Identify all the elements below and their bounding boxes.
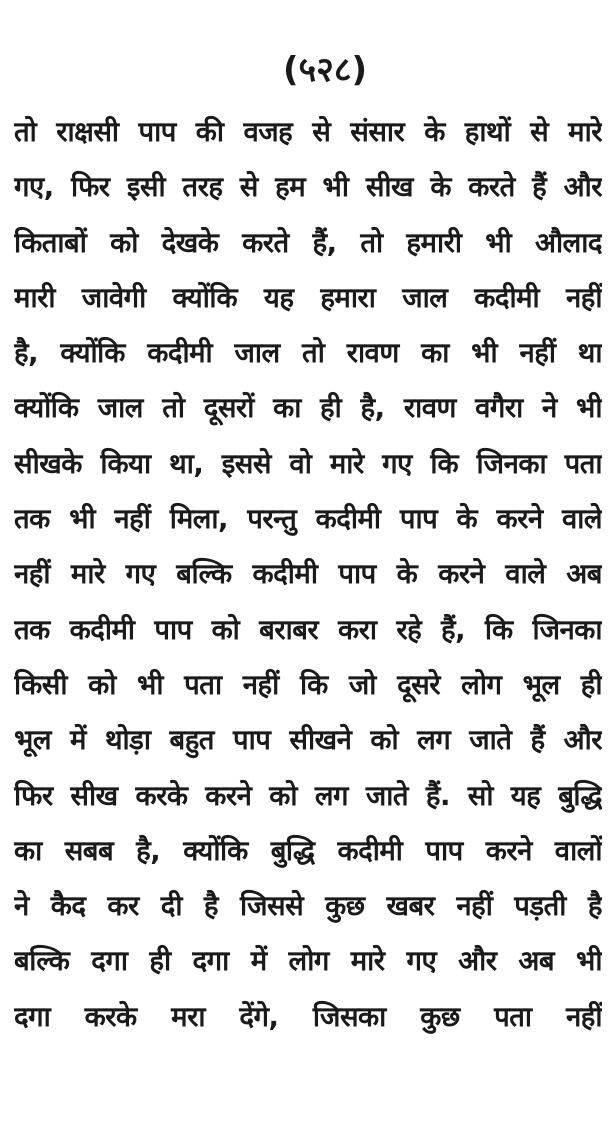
text-line: गए, फिर इसी तरह से हम भी सीख के करते हैं और — [14, 171, 602, 204]
text-line: फिर सीख करके करने को लग जाते हैं. सो यह बुद्धि — [14, 779, 602, 812]
text-line: किसी को भी पता नहीं कि जो दूसरे लोग भूल ही — [14, 668, 602, 701]
page-number: (५२८) — [282, 50, 368, 90]
text-line: मारी जावेगी क्योंकि यह हमारा जाल कदीमी नहीं — [14, 281, 602, 314]
text-line: तक भी नहीं मिला, परन्तु कदीमी पाप के करने वाले — [14, 503, 602, 536]
text-line: बल्कि दगा ही दगा में लोग मारे गए और अब भी — [14, 945, 602, 978]
body-text — [14, 105, 602, 1045]
text-line: तक कदीमी पाप को बराबर करा रहे हैं, कि जिनका — [14, 613, 602, 646]
text-line: का सबब है, क्योंकि बुद्धि कदीमी पाप करने वालों — [14, 834, 602, 867]
text-line: क्योंकि जाल तो दूसरों का ही है, रावण वगैरा ने भी — [14, 392, 602, 425]
text-line: किताबों को देखके करते हैं, तो हमारी भी औलाद — [14, 226, 602, 259]
text-line: दगा करके मरा देंगे, जिसका कुछ पता नहीं — [14, 1000, 602, 1033]
text-line: सीखके किया था, इससे वो मारे गए कि जिनका पता — [14, 447, 602, 480]
text-line: तो राक्षसी पाप की वजह से संसार के हाथों से मारे — [14, 116, 602, 148]
text-line: नहीं मारे गए बल्कि कदीमी पाप के करने वाले अब — [14, 558, 602, 591]
text-line: है, क्योंकि कदीमी जाल तो रावण का भी नहीं था — [14, 337, 602, 370]
text-line: ने कैद कर दी है जिससे कुछ खबर नहीं पड़ती है — [14, 890, 602, 923]
text-line: भूल में थोड़ा बहुत पाप सीखने को लग जाते हैं और — [14, 724, 602, 757]
